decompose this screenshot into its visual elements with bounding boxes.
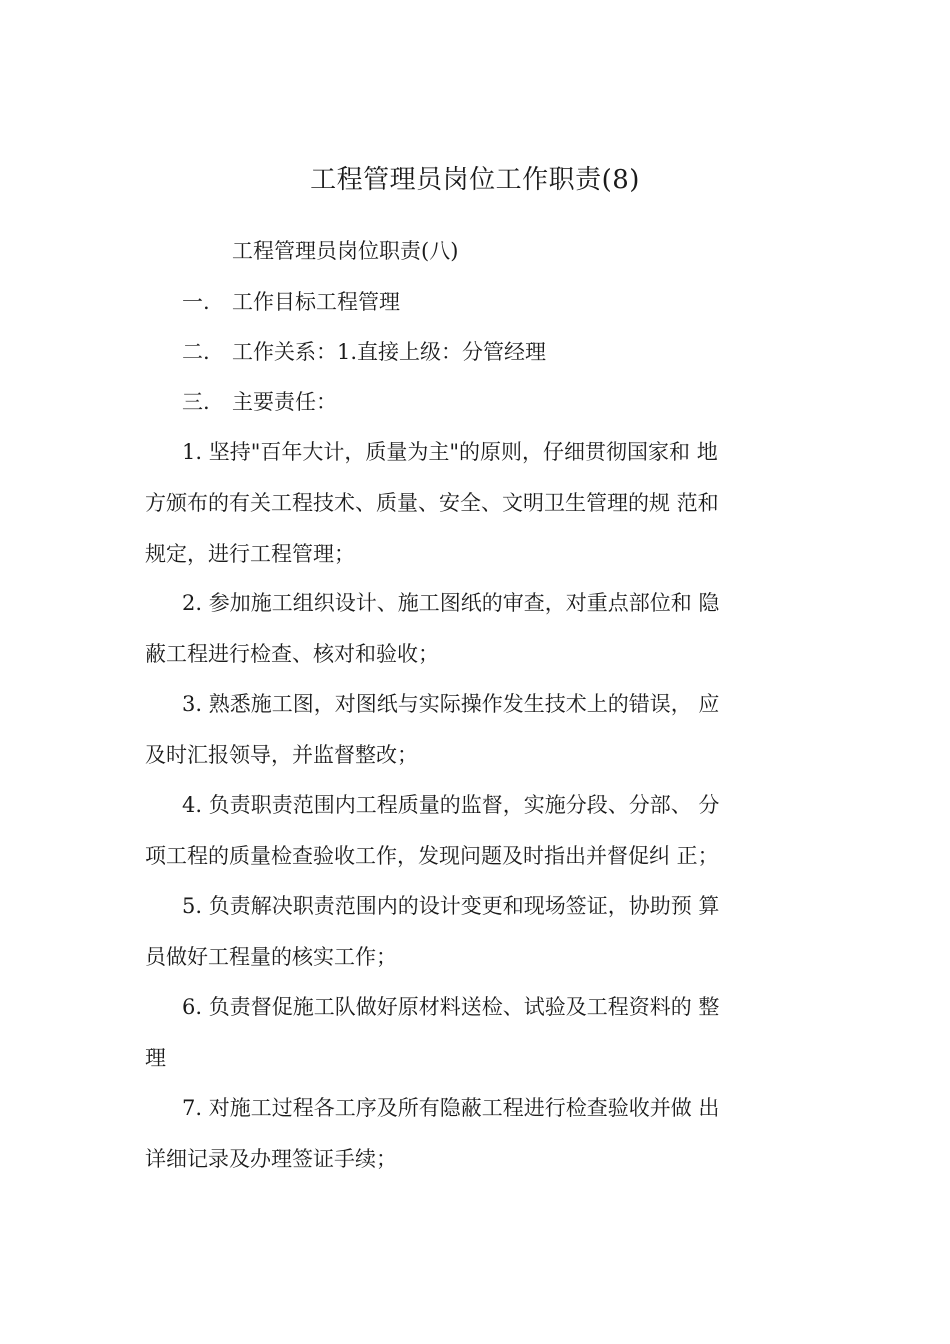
- line-text: 方颁布的有关工程技术、质量、安全、文明卫生管理的规 范和: [145, 491, 719, 515]
- paragraph-line: [145, 991, 820, 1042]
- line-text: 2. 参加施工组织设计、施工图纸的审查，对重点部位和 隐: [182, 591, 720, 615]
- paragraph-line: [145, 941, 820, 992]
- line-text: 4. 负责职责范围内工程质量的监督，实施分段、分部、 分: [182, 793, 720, 817]
- paragraph-line: [145, 638, 820, 689]
- document-subtitle: 工程管理员岗位职责(八): [232, 239, 459, 263]
- paragraph-line: [145, 739, 820, 790]
- line-text: 理: [145, 1046, 166, 1070]
- duty-paragraph-4: [145, 789, 820, 891]
- paragraph-line: [145, 1143, 820, 1194]
- line-text: 项工程的质量检查验收工作，发现问题及时指出并督促纠 正；: [145, 844, 719, 868]
- duty-paragraph-3: [145, 688, 820, 790]
- paragraph-line: [145, 587, 820, 638]
- paragraph-line: [145, 840, 820, 891]
- paragraph-line: [145, 487, 820, 538]
- document-title: 工程管理员岗位工作职责(8): [310, 165, 640, 195]
- paragraph-line: [145, 1092, 820, 1143]
- duty-paragraph-2: [145, 587, 820, 689]
- duty-paragraph-1: [145, 436, 820, 589]
- section-item-2: [182, 336, 546, 368]
- section-item-3: [182, 386, 337, 418]
- section-text: 工作关系：1.直接上级：分管经理: [232, 340, 547, 364]
- line-text: 5. 负责解决职责范围内的设计变更和现场签证，协助预 算: [182, 894, 720, 918]
- line-text: 蔽工程进行检查、核对和验收；: [145, 642, 439, 666]
- duty-paragraph-5: [145, 890, 820, 992]
- section-text: 工作目标工程管理: [232, 290, 400, 314]
- line-text: 7. 对施工过程各工序及所有隐蔽工程进行检查验收并做 出: [182, 1096, 720, 1120]
- paragraph-line: [145, 538, 820, 589]
- paragraph-line: [145, 789, 820, 840]
- paragraph-line: [145, 436, 820, 487]
- duty-paragraph-7: [145, 1092, 820, 1194]
- section-item-1: [182, 286, 400, 318]
- line-text: 及时汇报领导，并监督整改；: [145, 743, 418, 767]
- line-text: 1. 坚持"百年大计，质量为主"的原则，仔细贯彻国家和 地: [182, 440, 718, 464]
- line-text: 详细记录及办理签证手续；: [145, 1147, 397, 1171]
- duty-paragraph-6: [145, 991, 820, 1093]
- paragraph-line: [145, 688, 820, 739]
- line-text: 3. 熟悉施工图，对图纸与实际操作发生技术上的错误， 应: [182, 692, 720, 716]
- paragraph-line: [145, 1042, 820, 1093]
- line-text: 6. 负责督促施工队做好原材料送检、试验及工程资料的 整: [182, 995, 720, 1019]
- paragraph-line: [145, 890, 820, 941]
- line-text: 规定，进行工程管理；: [145, 542, 355, 566]
- section-number: 一.: [182, 290, 210, 314]
- section-number: 三.: [182, 390, 210, 414]
- line-text: 员做好工程量的核实工作；: [145, 945, 397, 969]
- section-text: 主要责任：: [232, 390, 337, 414]
- section-number: 二.: [182, 340, 210, 364]
